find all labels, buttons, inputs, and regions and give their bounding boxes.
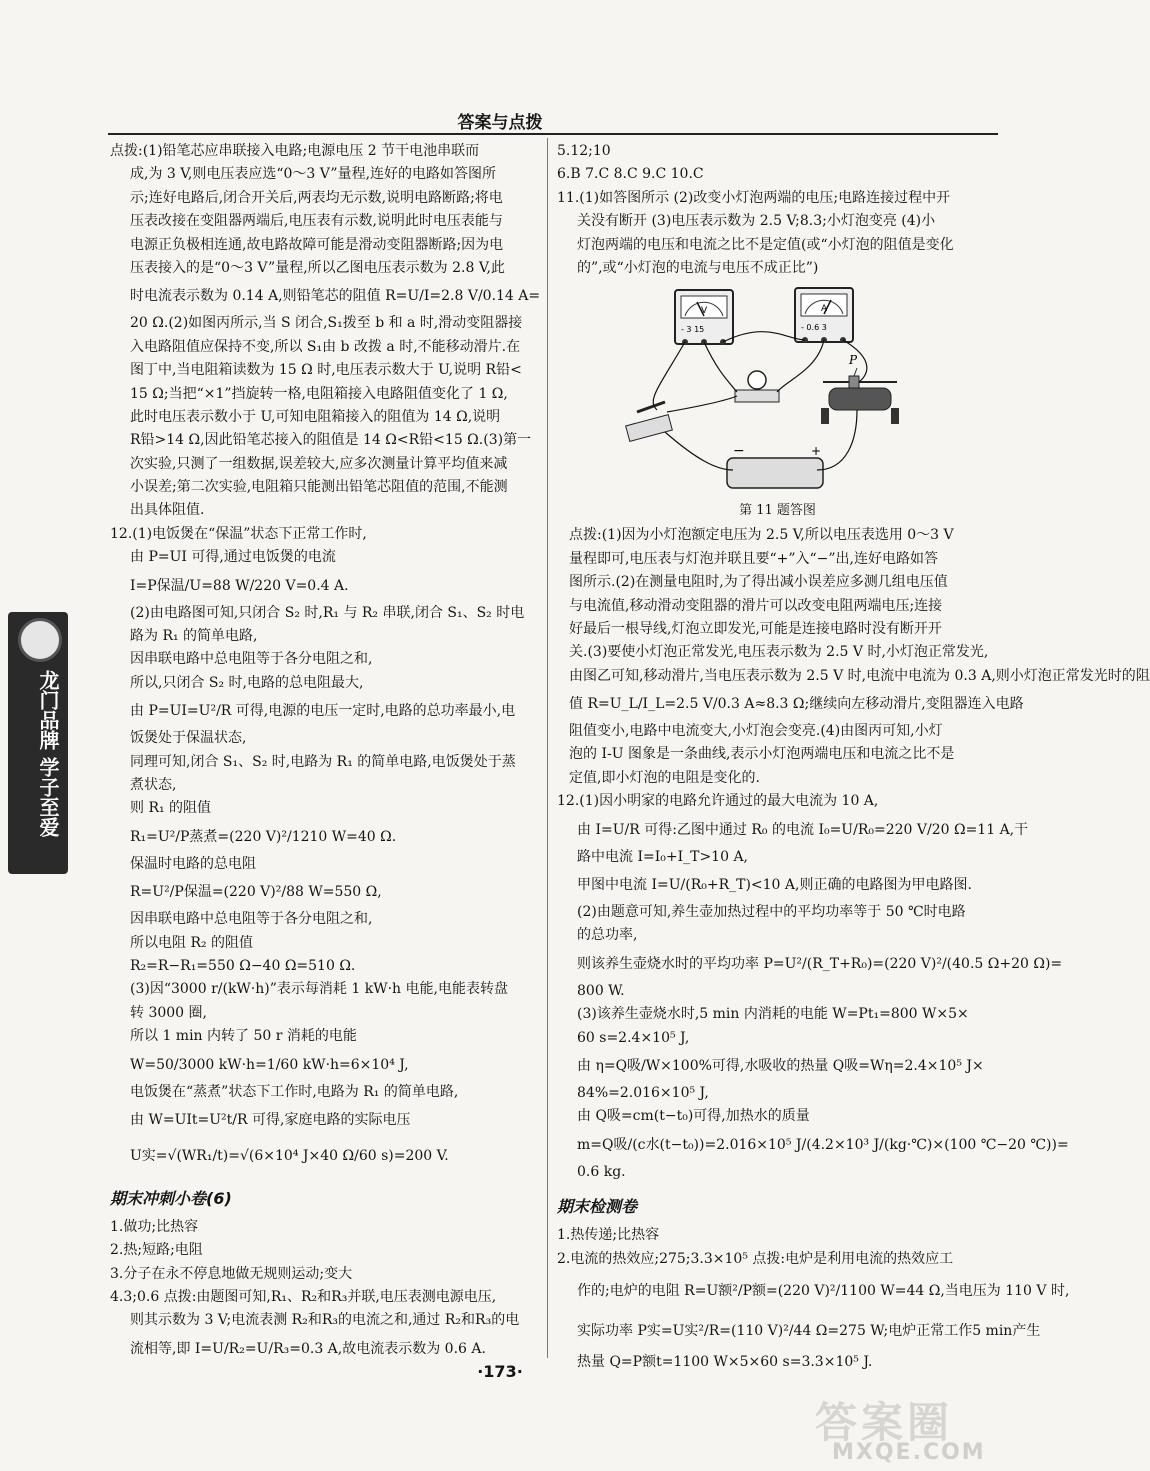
text-line: 12.(1)电饭煲在“保温”状态下正常工作时, xyxy=(110,525,367,542)
ammeter-scale: - 0.6 3 xyxy=(801,323,827,333)
text-line: 15 Ω;当把“×1”挡旋转一格,电阻箱接入电路阻值变化了 1 Ω, xyxy=(130,385,508,402)
answer-line: 灯泡两端的电压和电流之比不是定值(或“小灯泡的阻值是变化 xyxy=(577,236,954,253)
text-line: 因串联电路中总电阻等于各分电阻之和, xyxy=(130,911,373,928)
answer-line: 路中电流 I=I₀+I_T>10 A, xyxy=(577,848,749,865)
column-divider xyxy=(547,138,548,1358)
watermark-url: MXQE.COM xyxy=(832,1440,986,1465)
text-line: 所以,只闭合 S₂ 时,电路的总电阻最大, xyxy=(130,674,364,691)
text-line: 由 P=UI 可得,通过电饭煲的电流 xyxy=(130,549,336,566)
answer-line: 3.分子在永不停息地做无规则运动;变大 xyxy=(110,1265,353,1282)
text-line: 所以电阻 R₂ 的阻值 xyxy=(130,934,254,951)
slider-rheostat xyxy=(821,353,899,424)
answer-line: 作的;电炉的电阻 R=U额²/P额=(220 V)²/1100 W=44 Ω,当电压为 110 V 时, xyxy=(577,1282,1070,1299)
voltmeter-letter: V xyxy=(701,306,708,317)
answer-line: 的总功率, xyxy=(577,927,638,944)
text-line: 此时电压表示数小于 U,可知电阻箱接入的阻值为 14 Ω,说明 xyxy=(130,408,501,425)
slider-label: P xyxy=(849,353,858,368)
answer-line: 关.(3)要使小灯泡正常发光,电压表示数为 2.5 V 时,小灯泡正常发光, xyxy=(569,644,989,661)
text-line: 饭煲处于保温状态, xyxy=(130,730,247,747)
answer-line: 1.热传递;比热容 xyxy=(557,1227,660,1244)
section-title: 期末冲刺小卷(6) xyxy=(110,1188,232,1208)
answer-line: (3)该养生壶烧水时,5 min 内消耗的电能 W=Pt₁=800 W×5× xyxy=(577,1006,969,1023)
text-line: R=U²/P保温=(220 V)²/88 W=550 Ω, xyxy=(130,884,382,901)
answer-line: 值 R=U_L/I_L=2.5 V/0.3 A≈8.3 Ω;继续向左移动滑片,变阻器连入电路 xyxy=(569,696,1024,713)
text-line: 小误差;第二次实验,电阻箱只能测出铅笔芯阻值的范围,不能测 xyxy=(130,479,508,496)
text-line: 转 3000 圈, xyxy=(130,1004,207,1021)
text-line: 20 Ω.(2)如图丙所示,当 S 闭合,S₁拨至 b 和 a 时,滑动变阻器接 xyxy=(130,315,523,332)
text-line: 成,为 3 V,则电压表应选“0～3 V”量程,连好的电路如答图所 xyxy=(130,166,497,183)
answer-line: 由 Q吸=cm(t−t₀)可得,加热水的质量 xyxy=(577,1108,810,1125)
answer-line: 点拨:(1)因为小灯泡额定电压为 2.5 V,所以电压表选用 0～3 V xyxy=(569,527,954,544)
answer-line: 与电流值,移动滑动变阻器的滑片可以改变电阻两端电压;连接 xyxy=(569,597,943,614)
answer-line: 图所示.(2)在测量电阻时,为了得出减小误差应多测几组电压值 xyxy=(569,574,948,591)
answer-line: 则该养生壶烧水时的平均功率 P=U²/(R_T+R₀)=(220 V)²/(40.5 Ω+20 Ω)= xyxy=(577,955,1063,972)
answer-line: m=Q吸/(c水(t−t₀))=2.016×10⁵ J/(4.2×10³ J/(kg·℃)×(100 ℃−20 ℃))= xyxy=(577,1136,1069,1153)
answer-line: 定值,即小灯泡的电阻是变化的. xyxy=(569,769,760,786)
answer-line: 实际功率 P实=U实²/R=(110 V)²/44 Ω=275 W;电炉正常工作5 min产生 xyxy=(577,1322,1041,1339)
text-line: 煮状态, xyxy=(130,776,177,793)
text-line: 电饭煲在“蒸煮”状态下工作时,电路为 R₁ 的简单电路, xyxy=(130,1083,459,1100)
brand-circle-icon xyxy=(18,618,62,662)
text-line: I=P保温/U=88 W/220 V=0.4 A. xyxy=(130,577,349,594)
answer-line: 2.电流的热效应;275;3.3×10⁵ 点拨:电炉是利用电流的热效应工 xyxy=(557,1250,954,1267)
answer-line: (2)由题意可知,养生壶加热过程中的平均功率等于 50 ℃时电路 xyxy=(577,904,966,921)
figure-caption: 第 11 题答图 xyxy=(739,503,816,519)
answer-line: 84%=2.016×10⁵ J, xyxy=(577,1084,709,1101)
answer-line: 60 s=2.4×10⁵ J, xyxy=(577,1029,690,1046)
text-line: 示;连好电路后,闭合开关后,两表均无示数,说明电路断路;将电 xyxy=(130,189,503,206)
side-brand-text: 龙门品牌 学子至爱 xyxy=(36,670,60,837)
battery-plus-label: + xyxy=(811,444,822,459)
answer-line: 11.(1)如答图所示 (2)改变小灯泡两端的电压;电路连接过程中开 xyxy=(557,189,951,206)
answer-line: 2.热;短路;电阻 xyxy=(110,1242,203,1259)
ammeter-letter: A xyxy=(821,304,828,315)
answer-line: 流相等,即 I=U/R₂=U/R₃=0.3 A,故电流表示数为 0.6 A. xyxy=(130,1340,486,1357)
text-line: 由 W=UIt=U²t/R 可得,家庭电路的实际电压 xyxy=(130,1111,411,1128)
text-line: 路为 R₁ 的简单电路, xyxy=(130,628,258,645)
text-line: 出具体阻值. xyxy=(130,502,205,519)
text-line: 电源正负极相连通,故电路故障可能是滑动变阻器断路;因为电 xyxy=(130,236,504,253)
page-number: ·173· xyxy=(477,1362,523,1381)
switch xyxy=(626,402,673,441)
answer-line: 泡的 I-U 图象是一条曲线,表示小灯泡两端电压和电流之比不是 xyxy=(569,746,955,763)
answer-line: 甲图中电流 I=U/(R₀+R_T)<10 A,则正确的电路图为甲电路图. xyxy=(577,877,972,894)
text-line: 同理可知,闭合 S₁、S₂ 时,电路为 R₁ 的简单电路,电饭煲处于蒸 xyxy=(130,753,516,770)
battery xyxy=(727,443,823,488)
circuit-diagram-svg xyxy=(617,280,947,495)
answer-line: 12.(1)因小明家的电路允许通过的最大电流为 10 A, xyxy=(557,793,879,810)
text-line: 则 R₁ 的阻值 xyxy=(130,800,212,817)
voltmeter xyxy=(675,290,733,345)
text-line: R₁=U²/P蒸煮=(220 V)²/1210 W=40 Ω. xyxy=(130,828,397,845)
text-line: 因串联电路中总电阻等于各分电阻之和, xyxy=(130,651,373,668)
text-line: 压表改接在变阻器两端后,电压表有示数,说明此时电压表能与 xyxy=(130,213,503,230)
ammeter xyxy=(795,288,853,343)
answer-line: 由 η=Q吸/W×100%可得,水吸收的热量 Q吸=Wη=2.4×10⁵ J× xyxy=(577,1057,984,1074)
answer-line: 6.B 7.C 8.C 9.C 10.C xyxy=(557,166,704,183)
answer-line: 的”,或“小灯泡的电流与电压不成正比”) xyxy=(577,259,819,276)
text-line: 点拨:(1)铅笔芯应串联接入电路;电源电压 2 节干电池串联而 xyxy=(110,143,480,159)
answer-line: 4.3;0.6 点拨:由题图可知,R₁、R₂和R₃并联,电压表测电源电压, xyxy=(110,1289,497,1306)
text-line: 压表接入的是“0～3 V”量程,所以乙图电压表示数为 2.8 V,此 xyxy=(130,259,505,276)
answer-line: 热量 Q=P额t=1100 W×5×60 s=3.3×10⁵ J. xyxy=(577,1353,873,1370)
circuit-diagram xyxy=(557,280,992,498)
text-line: (2)由电路图可知,只闭合 S₂ 时,R₁ 与 R₂ 串联,闭合 S₁、S₂ 时电 xyxy=(130,604,525,621)
side-brand-tab xyxy=(8,612,68,874)
header-rule xyxy=(108,133,998,135)
text-line: 所以 1 min 内转了 50 r 消耗的电能 xyxy=(130,1028,357,1045)
text-line: (3)因“3000 r/(kW·h)”表示每消耗 1 kW·h 电能,电能表转盘 xyxy=(130,981,508,998)
answer-line: 由图乙可知,移动滑片,当电压表示数为 2.5 V 时,电流中电流为 0.3 A,则小灯泡正常发光时的阻 xyxy=(569,667,1150,684)
text-line: 入电路阻值应保持不变,所以 S₁由 b 改拨 a 时,不能移动滑片.在 xyxy=(130,338,521,355)
answer-line: 800 W. xyxy=(577,982,625,999)
text-line: R铅>14 Ω,因此铅笔芯接入的阻值是 14 Ω<R铅<15 Ω.(3)第一 xyxy=(130,432,532,449)
text-line: 时电流表示数为 0.14 A,则铅笔芯的阻值 R=U/I=2.8 V/0.14 A= xyxy=(130,288,541,305)
page-header-title: 答案与点拨 xyxy=(457,113,543,133)
answer-line: 关没有断开 (3)电压表示数为 2.5 V;8.3;小灯泡变亮 (4)小 xyxy=(577,213,936,230)
right-column xyxy=(557,140,1150,1374)
answer-line: 则其示数为 3 V;电流表测 R₂和R₃的电流之和,通过 R₂和R₃的电 xyxy=(130,1312,520,1329)
answer-line: 0.6 kg. xyxy=(577,1163,626,1180)
watermark-logo: 答案圈 xyxy=(815,1398,954,1447)
answer-line: 5.12;10 xyxy=(557,143,611,159)
text-line: 保温时电路的总电阻 xyxy=(130,855,256,872)
text-line: 图丁中,当电阻箱读数为 15 Ω 时,电压表示数大于 U,说明 R铅< xyxy=(130,362,522,379)
text-line: 由 P=UI=U²/R 可得,电源的电压一定时,电路的总功率最小,电 xyxy=(130,703,516,720)
voltmeter-scale: - 3 15 xyxy=(681,325,705,335)
text-line: W=50/3000 kW·h=1/60 kW·h=6×10⁴ J, xyxy=(130,1056,409,1073)
section-title: 期末检测卷 xyxy=(557,1197,638,1217)
answer-line: 好最后一根导线,灯泡立即发光,可能是连接电路时没有断开开 xyxy=(569,620,942,637)
battery-minus-label: − xyxy=(733,443,745,460)
answer-line: 阻值变小,电路中电流变大,小灯泡会变亮.(4)由图丙可知,小灯 xyxy=(569,723,943,740)
text-line: 次实验,只测了一组数据,误差较大,应多次测量计算平均值来减 xyxy=(130,455,508,472)
answer-line: 由 I=U/R 可得:乙图中通过 R₀ 的电流 I₀=U/R₀=220 V/20 Ω=11 A,干 xyxy=(577,821,1029,838)
left-column xyxy=(110,140,541,1365)
text-line: R₂=R−R₁=550 Ω−40 Ω=510 Ω. xyxy=(130,957,356,974)
text-line: U实=√(WR₁/t)=√(6×10⁴ J×40 Ω/60 s)=200 V. xyxy=(130,1147,449,1164)
answer-line: 量程即可,电压表与灯泡并联且要“+”入“−”出,连好电路如答 xyxy=(569,550,938,567)
answer-line: 1.做功;比热容 xyxy=(110,1218,199,1235)
bulb xyxy=(735,371,779,402)
